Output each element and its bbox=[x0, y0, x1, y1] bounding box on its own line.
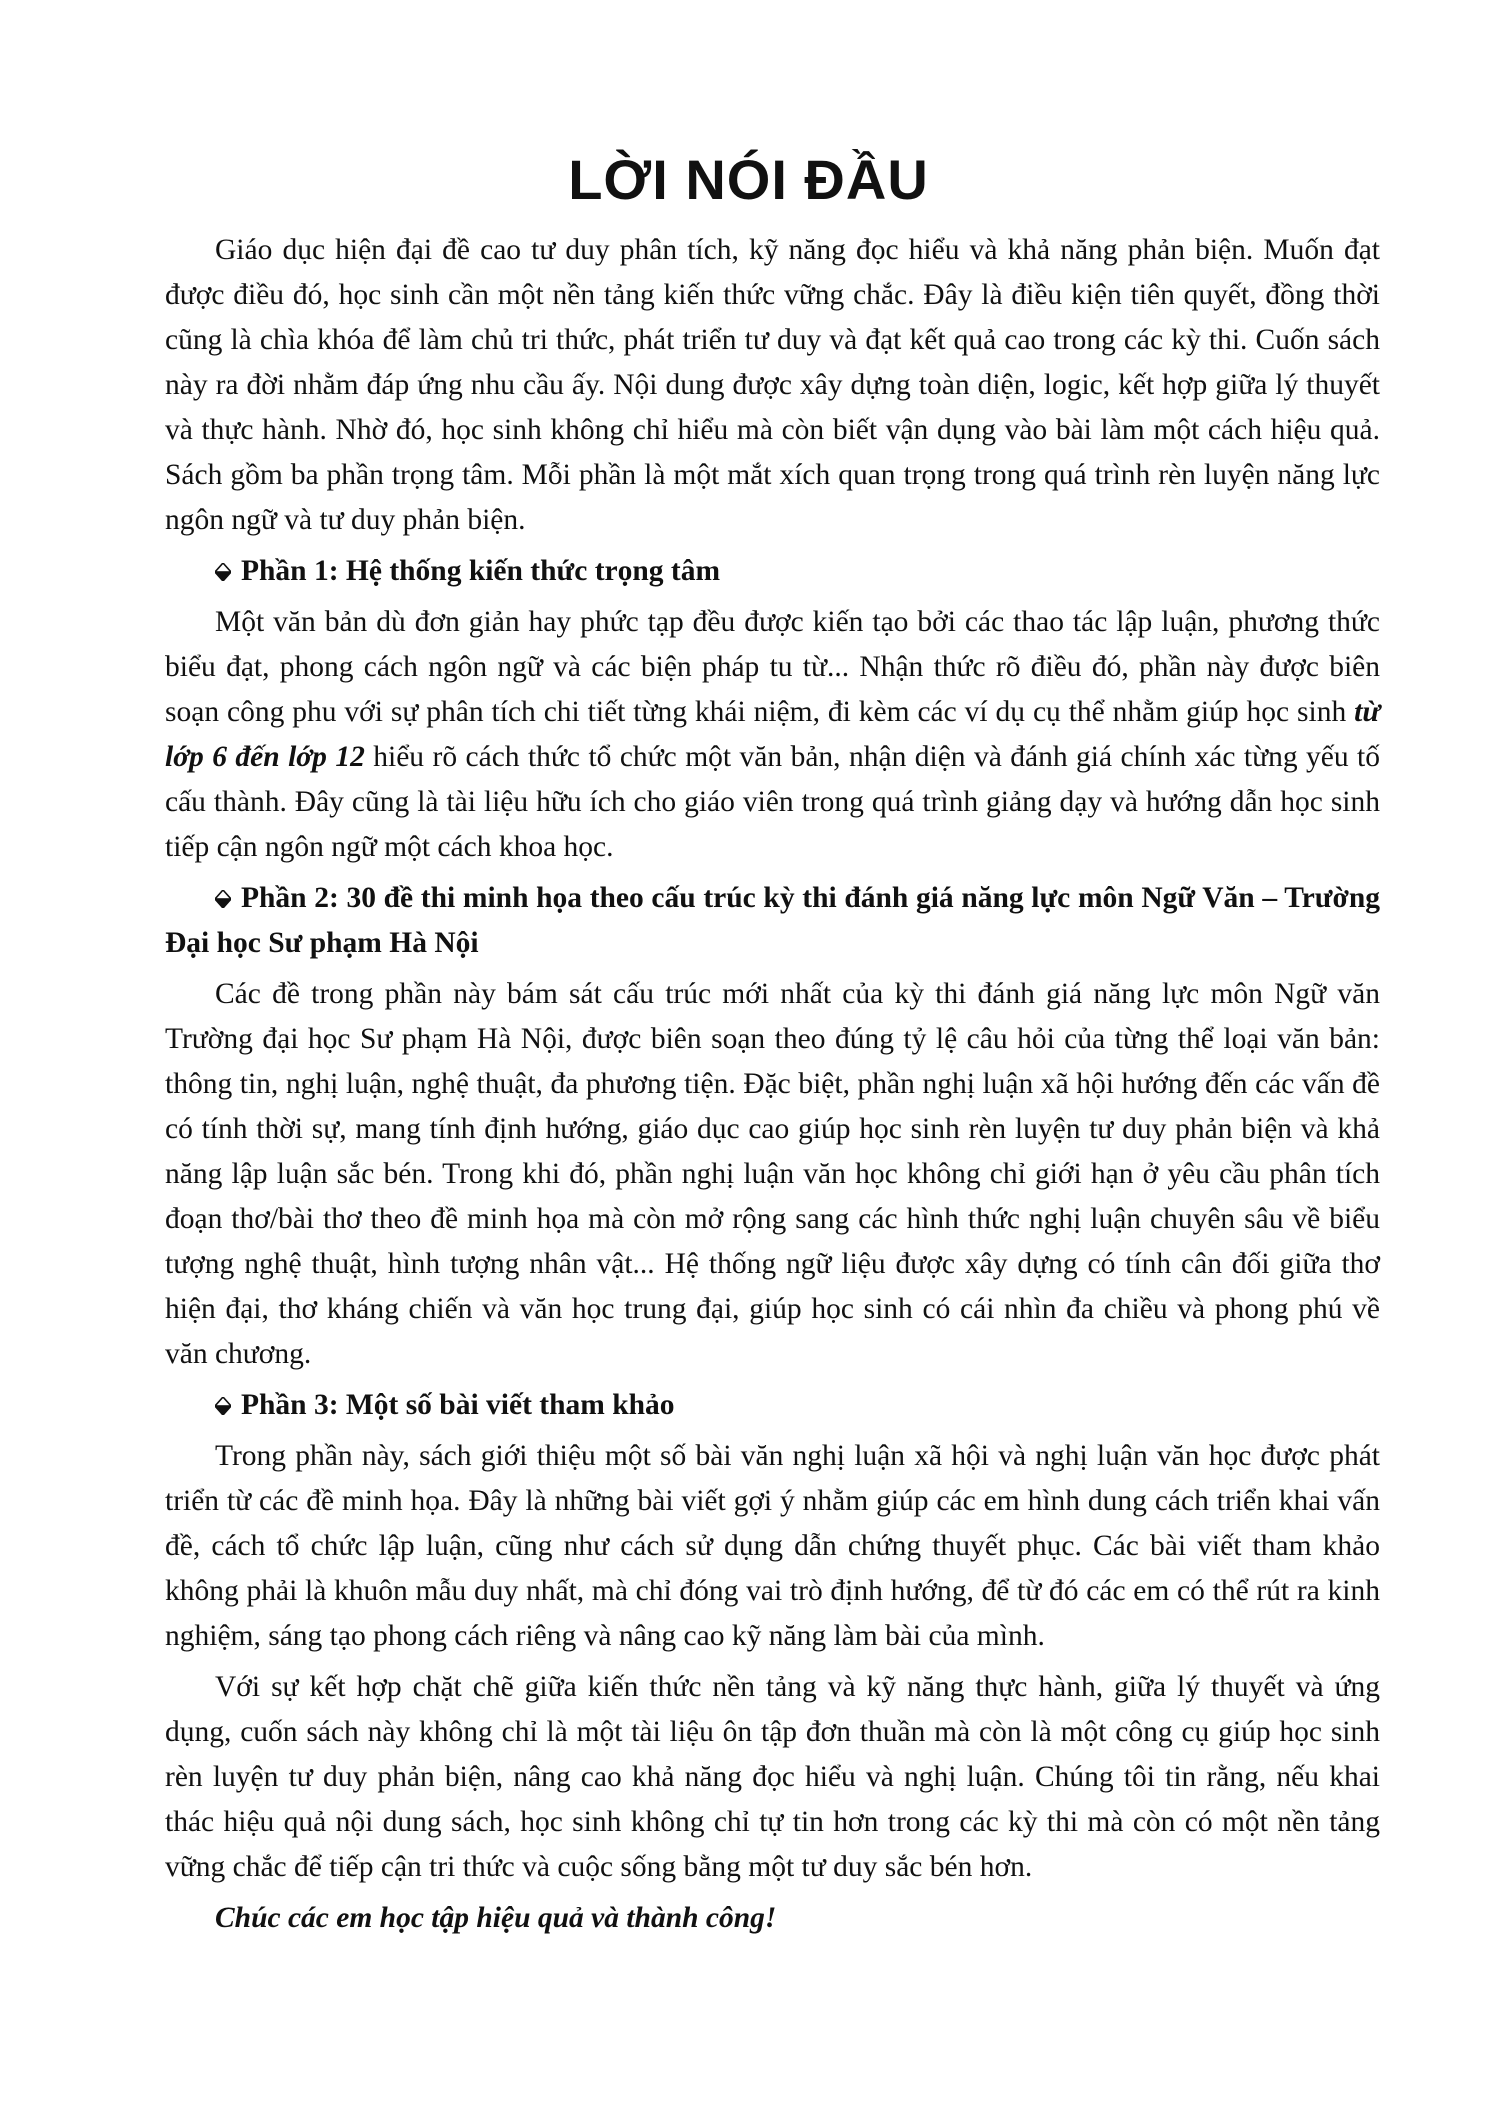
part2-paragraph: Các đề trong phần này bám sát cấu trúc mới nhất của kỳ thi đánh giá năng lực môn Ngữ văn Trường đại học Sư phạm Hà Nội, được biên soạn theo đúng tỷ lệ câu hỏi của từng thể loại văn bản: thông tin, nghị luận, nghệ thuật, đa phương tiện. Đặc biệt, phần nghị luận xã hội hướng đến các vấn đề có tính thời sự, mang tính định hướng, giáo dục cao giúp học sinh rèn luyện tư duy phản biện và khả năng lập luận sắc bén. Trong khi đó, phần nghị luận văn học không chỉ giới hạn ở yêu cầu phân tích đoạn thơ/bài thơ theo đề minh họa mà còn mở rộng sang các hình thức nghị luận chuyên sâu về biểu tượng nghệ thuật, hình tượng nhân vật... Hệ thống ngữ liệu được xây dựng có tính cân đối giữa thơ hiện đại, thơ kháng chiến và văn học trung đại, giúp học sinh có cái nhìn đa chiều và phong phú về văn chương. bbox=[165, 978, 1380, 1370]
part1-text-before: Một văn bản dù đơn giản hay phức tạp đều được kiến tạo bởi các thao tác lập luận, phương thức biểu đạt, phong cách ngôn ngữ và các biện pháp tu từ... Nhận thức rõ điều đó, phần này được biên soạn công phu với sự phân tích chi tiết từng khái niệm, đi kèm các ví dụ cụ thể nhằm giúp học sinh bbox=[165, 606, 1380, 728]
part3-heading-text: Phần 3: Một số bài viết tham khảo bbox=[241, 1389, 675, 1421]
part1-heading-text: Phần 1: Hệ thống kiến thức trọng tâm bbox=[241, 555, 721, 587]
conclusion-paragraph: Với sự kết hợp chặt chẽ giữa kiến thức nền tảng và kỹ năng thực hành, giữa lý thuyết và ứng dụng, cuốn sách này không chỉ là một tài liệu ôn tập đơn thuần mà còn là một công cụ giúp học sinh rèn luyện tư duy phản biện, nâng cao khả năng đọc hiểu và nghị luận. Chúng tôi tin rằng, nếu khai thác hiệu quả nội dung sách, học sinh không chỉ tự tin hơn trong các kỳ thi mà còn có một nền tảng vững chắc để tiếp cận tri thức và cuộc sống bằng một tư duy sắc bén hơn. bbox=[165, 1671, 1380, 1883]
page-title: LỜI NÓI ĐẦU bbox=[568, 148, 929, 211]
intro-paragraph: Giáo dục hiện đại đề cao tư duy phân tích, kỹ năng đọc hiểu và khả năng phản biện. Muốn đạt được điều đó, học sinh cần một nền tảng kiến thức vững chắc. Đây là điều kiện tiên quyết, đồng thời cũng là chìa khóa để làm chủ tri thức, phát triển tư duy và đạt kết quả cao trong các kỳ thi. Cuốn sách này ra đời nhằm đáp ứng nhu cầu ấy. Nội dung được xây dựng toàn diện, logic, kết hợp giữa lý thuyết và thực hành. Nhờ đó, học sinh không chỉ hiểu mà còn biết vận dụng vào bài làm một cách hiệu quả. Sách gồm ba phần trọng tâm. Mỗi phần là một mắt xích quan trọng trong quá trình rèn luyện năng lực ngôn ngữ và tư duy phản biện. bbox=[165, 234, 1380, 536]
part3-heading bbox=[165, 1383, 1380, 1428]
part1-heading bbox=[165, 549, 1380, 594]
part2-heading-text: Phần 2: 30 đề thi minh họa theo cấu trúc kỳ thi đánh giá năng lực môn Ngữ Văn – Trường Đại học Sư phạm Hà Nội bbox=[165, 882, 1380, 959]
diamond-bullet-icon bbox=[215, 890, 231, 908]
closing-line: Chúc các em học tập hiệu quả và thành công! bbox=[215, 1902, 777, 1934]
part1-emphasis: từ lớp 6 đến lớp 12 bbox=[165, 696, 1380, 773]
diamond-bullet-icon bbox=[215, 563, 231, 581]
diamond-bullet-icon bbox=[215, 1397, 231, 1415]
document-body bbox=[165, 228, 1380, 1941]
part1-paragraph bbox=[165, 600, 1380, 870]
part3-paragraph: Trong phần này, sách giới thiệu một số bài văn nghị luận xã hội và nghị luận văn học được phát triển từ các đề minh họa. Đây là những bài viết gợi ý nhằm giúp các em hình dung cách triển khai vấn đề, cách tổ chức lập luận, cũng như cách sử dụng dẫn chứng thuyết phục. Các bài viết tham khảo không phải là khuôn mẫu duy nhất, mà chỉ đóng vai trò định hướng, để từ đó các em có thể rút ra kinh nghiệm, sáng tạo phong cách riêng và nâng cao kỹ năng làm bài của mình. bbox=[165, 1440, 1380, 1652]
part1-text-after: hiểu rõ cách thức tổ chức một văn bản, nhận diện và đánh giá chính xác từng yếu tố cấu thành. Đây cũng là tài liệu hữu ích cho giáo viên trong quá trình giảng dạy và hướng dẫn học sinh tiếp cận ngôn ngữ một cách khoa học. bbox=[165, 741, 1381, 863]
part2-heading bbox=[165, 876, 1380, 966]
